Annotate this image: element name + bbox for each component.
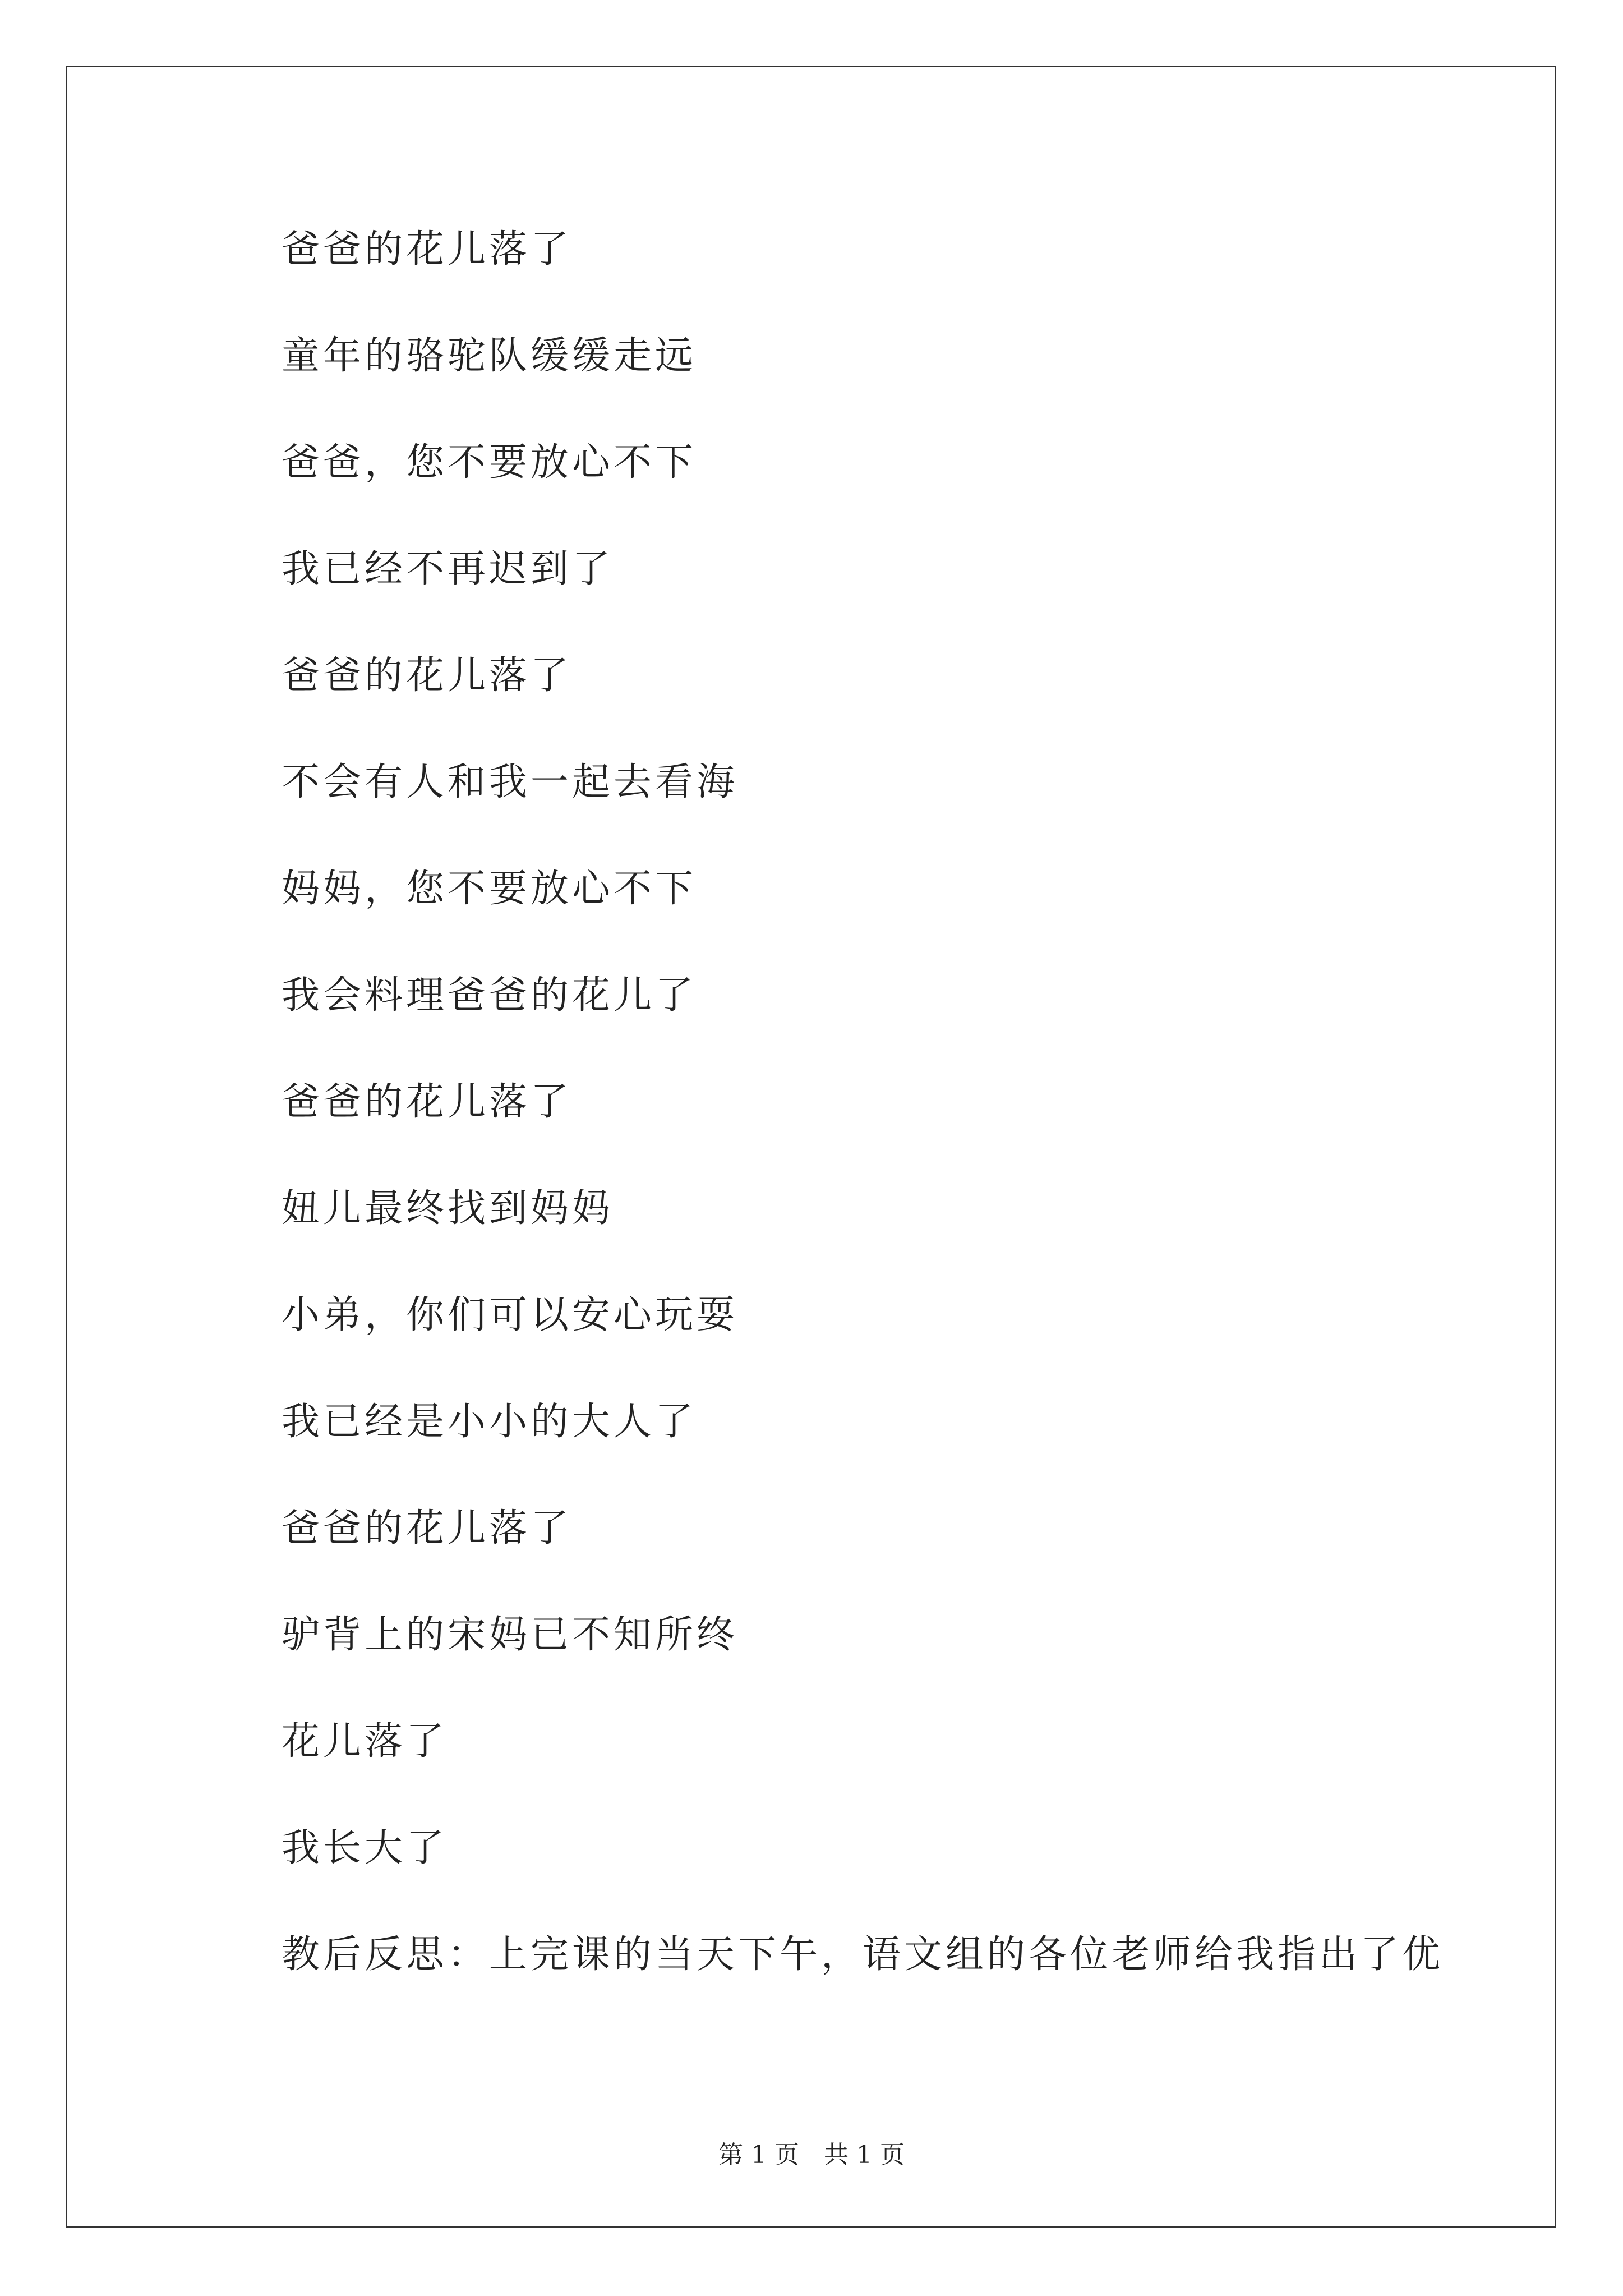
text-line: 我已经是小小的大人了 bbox=[282, 1400, 697, 1444]
text-line: 不会有人和我一起去看海 bbox=[282, 760, 739, 804]
text-line: 爸爸的花儿落了 bbox=[282, 1080, 573, 1124]
poem-text bbox=[282, 222, 1444, 2033]
text-line: 我长大了 bbox=[282, 1826, 448, 1870]
text-line: 童年的骆驼队缓缓走远 bbox=[282, 334, 697, 378]
text-line: 妈妈，您不要放心不下 bbox=[282, 867, 697, 911]
page-number-footer: 第 1 页 共 1 页 bbox=[718, 2141, 905, 2169]
text-line: 小弟，你们可以安心玩耍 bbox=[282, 1293, 739, 1337]
text-line: 爸爸的花儿落了 bbox=[282, 654, 573, 698]
text-line: 爸爸的花儿落了 bbox=[282, 1506, 573, 1550]
text-line: 我已经不再迟到了 bbox=[282, 547, 614, 591]
text-line: 我会料理爸爸的花儿了 bbox=[282, 973, 697, 1018]
text-line: 驴背上的宋妈已不知所终 bbox=[282, 1613, 739, 1657]
text-line: 爸爸，您不要放心不下 bbox=[282, 440, 697, 485]
text-line: 妞儿最终找到妈妈 bbox=[282, 1186, 614, 1231]
text-line: 爸爸的花儿落了 bbox=[282, 227, 573, 272]
text-line: 花儿落了 bbox=[282, 1719, 448, 1764]
text-line: 教后反思：上完课的当天下午，语文组的各位老师给我指出了优 bbox=[282, 1932, 1444, 1977]
